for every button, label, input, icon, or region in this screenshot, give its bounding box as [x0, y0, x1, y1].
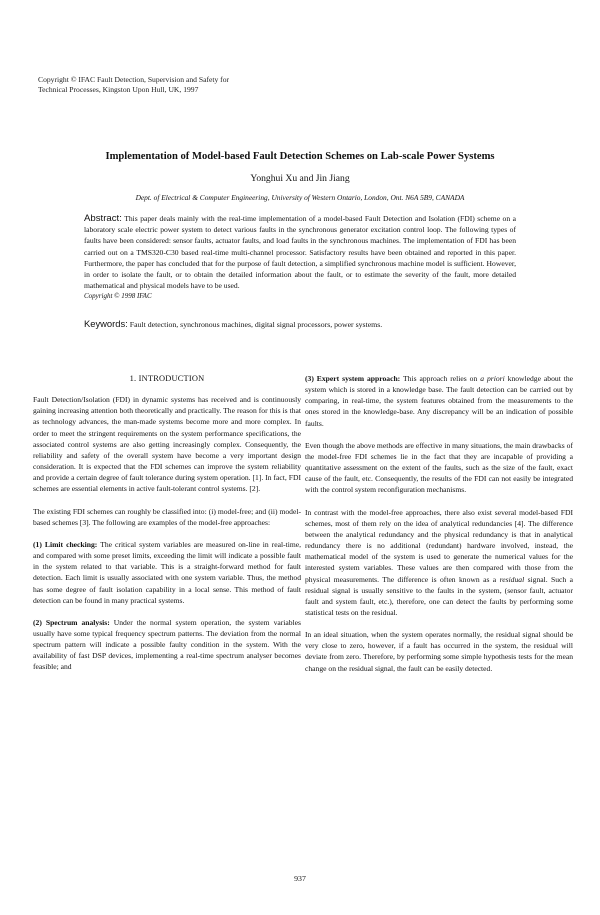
- spectrum-analysis-paragraph: [33, 617, 301, 673]
- intro-paragraph-2: The existing FDI schemes can roughly be classified into: (i) model-free; and (ii) model-based schemes [3]. The following are examples of the model-free approaches:: [33, 506, 301, 527]
- right-column: [305, 373, 573, 685]
- model-based-text-a: In contrast with the model-free approaches, there also exist several model-based FDI schemes, most of them rely on the idea of analytical redundancies [4]. The difference between the analytical redundancy and the physical redundancy is that in analytical redundancy there is no additional (redundant) hardware involved, instead, the mathematical model of the system is used to generate the numerical values for the interested system variables. These values are then compared with those from the physical measurements. The difference is often known as a: [305, 507, 573, 584]
- a-priori-term: a priori: [480, 374, 505, 383]
- model-based-paragraph: [305, 507, 573, 619]
- keywords-label: Keywords:: [84, 318, 128, 329]
- keywords-text: Fault detection, synchronous machines, digital signal processors, power systems.: [129, 320, 383, 329]
- expert-system-text-a: This approach relies on: [403, 374, 478, 383]
- paper-authors: Yonghui Xu and Jin Jiang: [250, 173, 350, 184]
- copyright-line-1: Copyright © IFAC Fault Detection, Supervision and Safety for: [38, 75, 230, 84]
- left-column: [33, 373, 301, 684]
- intro-paragraph-1: Fault Detection/Isolation (FDI) in dynamic systems has received and is continuously gaining increasing attention both theoretically and practically. The reason for this is that as technology advances, the man-made systems become more and more complex. In order to meet the stringent requirements on the system performance specifications, the associated control systems are also getting increasingly complex. Consequently, the reliability and safety of the overall system have become a very important design consideration. It is expected that the FDI schemes can improve the system reliability and provide a certain degree of fault tolerance during system operation. [1]. In fact, FDI schemes are essential elements in active fault-tolerant control systems. [2].: [33, 395, 301, 494]
- model-based-text-b: signal. Such a residual signal is usually sensitive to the faults in the system, (sensor fault, actuator fault and system fault, etc.), therefore, one can detect the faults by performing some statistical tests on the residual.: [305, 574, 573, 617]
- residual-term: residual: [499, 574, 525, 584]
- expert-system-text-b: knowledge about the system which is stored in a knowledge base. The fault detection can be carried out by comparing, in real-time, the system features obtained from the measurements to the ones stored in the knowledge-base. Any discrepancy will be an indication of possible faults.: [305, 374, 574, 428]
- keywords-block: [84, 318, 524, 329]
- abstract-text: This paper deals mainly with the real-time implementation of a model-based Fault Detection and Isolation (FDI) scheme on a laboratory scale electric power system to detect various faults in the synchronous generator excitation control loop. The following types of faults have been considered: sensor faults, actuator faults, and load faults in the synchronous machines. The implementation of FDI has been carried out on a TMS320-C30 based real-time multi-channel processor. Satisfactory results have been obtained and reported in this paper. Furthermore, the paper has concluded that for the purpose of fault detection, a simplified synchronous machine model is sufficient. However, in order to isolate the fault, or to obtain the detailed information about the fault, or to estimate the severity of the fault, more detailed mathematical and physical models have to be used.: [84, 214, 517, 291]
- abstract-block: [84, 213, 516, 303]
- expert-system-paragraph: [305, 373, 573, 429]
- paper-affiliation: Dept. of Electrical & Computer Engineering, University of Western Ontario, London, Ont. N6A 5B9, CANADA: [135, 193, 465, 202]
- limit-checking-label: (1) Limit checking:: [33, 539, 98, 549]
- expert-system-label: (3) Expert system approach:: [305, 374, 401, 383]
- ideal-situation-paragraph: In an ideal situation, when the system operates normally, the residual signal should be very close to zero, however, if a fault has occurred in the system, the residual will deviate from zero. Therefore, by performing some simple hypothesis tests for the mean change on the residual signal, the fault can be easily detected.: [305, 630, 573, 673]
- spectrum-analysis-text: Under the normal system operation, the system variables usually have some typical frequency spectrum patterns. The deviation from the normal spectrum pattern will indicate a possible faulty condition in the system. With the availability of fast DSP devices, implementing a real-time spectrum analyser becomes feasible; and: [33, 617, 301, 672]
- limit-checking-paragraph: [33, 539, 301, 606]
- spectrum-analysis-label: (2) Spectrum analysis:: [33, 617, 110, 627]
- abstract-label: Abstract:: [84, 213, 122, 224]
- paper-title: Implementation of Model-based Fault Detection Schemes on Lab-scale Power Systems: [105, 151, 495, 162]
- limit-checking-text: The critical system variables are measured on-line in real-time, and compared with some preset limits, exceeding the limit will indicate a possible fault in the system related to that variable. This is a straight-forward method for fault detection. Each limit is usually associated with one system variable. Thus, the method has some degree of fault isolation capability in a local sense. This method of fault detection can be found in many practical systems.: [33, 539, 301, 605]
- model-free-drawbacks-paragraph: Even though the above methods are effective in many situations, the main drawbacks of the model-free FDI schemes lie in the fact that they are incapable of providing a quantitative assessment on the extent of the faults, such as the size of the fault, exact cause of the fault, etc. Consequently, the results of the FDI can not easily be integrated with the control system reconfiguration mechanisms.: [305, 440, 573, 495]
- section-heading-introduction: 1. INTRODUCTION: [129, 374, 205, 383]
- abstract-copyright: Copyright © 1998 IFAC: [84, 292, 152, 301]
- page-number: 937: [294, 874, 306, 883]
- copyright-line-2: Technical Processes, Kingston Upon Hull, UK, 1997: [38, 85, 199, 94]
- copyright-notice: [38, 75, 229, 95]
